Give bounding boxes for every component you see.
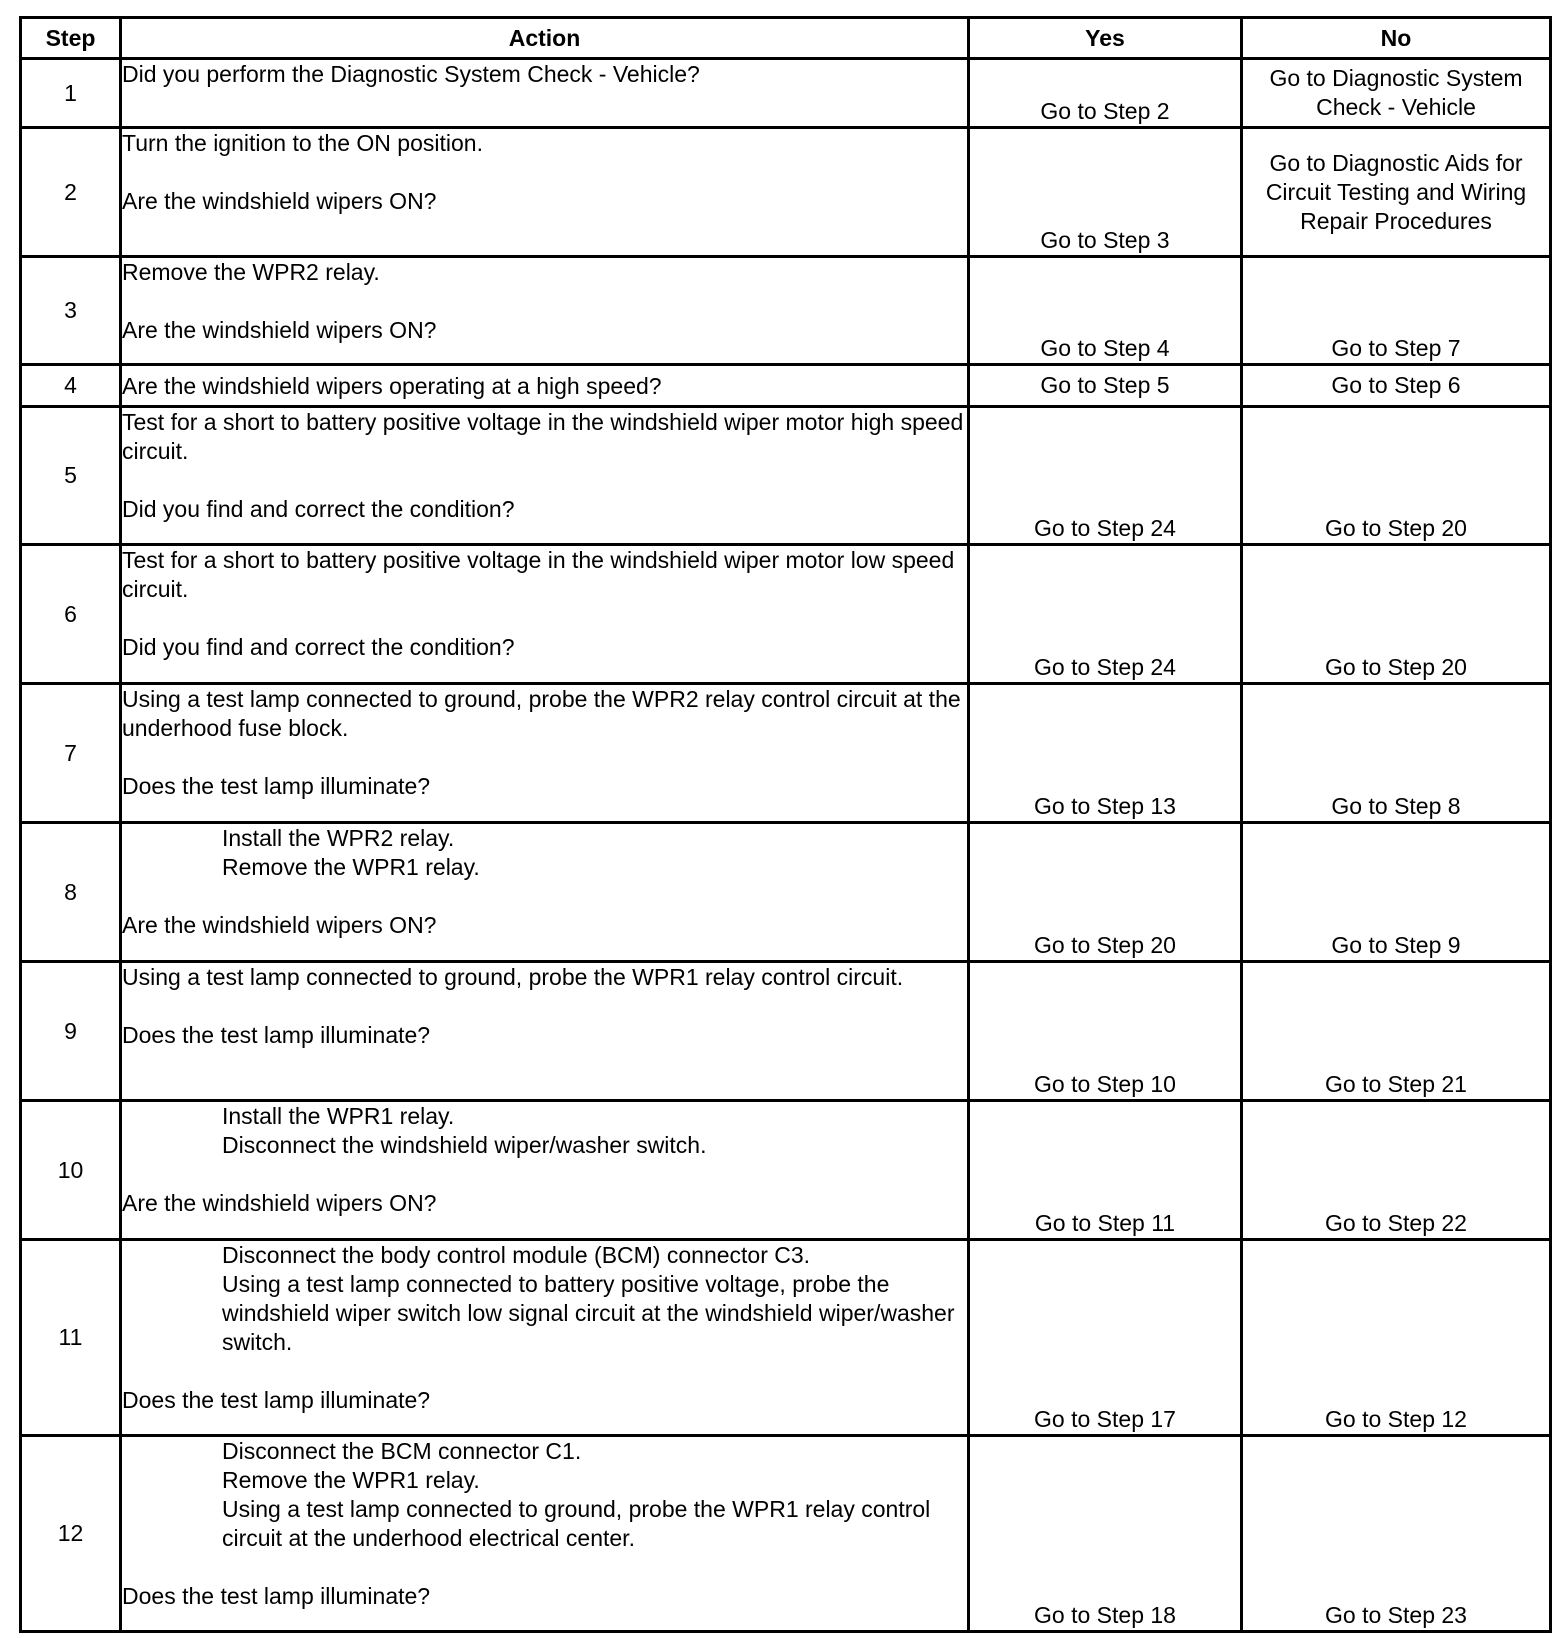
no-cell: Go to Step 20 <box>1242 407 1551 545</box>
action-cell <box>121 257 969 365</box>
yes-cell: Go to Step 3 <box>969 128 1242 257</box>
action-text: Disconnect the body control module (BCM) connector C3. <box>222 1242 811 1268</box>
header-step: Step <box>21 18 121 59</box>
action-question: Are the windshield wipers ON? <box>122 188 437 214</box>
table-row <box>21 684 1551 823</box>
action-text: Using a test lamp connected to battery positive voltage, probe the windshield wiper switch low signal circuit at the windshield wiper/washer switch. <box>222 1271 955 1355</box>
table-row <box>21 823 1551 962</box>
no-cell: Go to Step 20 <box>1242 545 1551 684</box>
table-row <box>21 59 1551 128</box>
step-number: 1 <box>21 59 121 128</box>
step-number: 3 <box>21 257 121 365</box>
no-cell: Go to Step 21 <box>1242 962 1551 1101</box>
no-cell: Go to Step 9 <box>1242 823 1551 962</box>
yes-cell: Go to Step 5 <box>969 365 1242 407</box>
action-question: Are the windshield wipers ON? <box>122 912 437 938</box>
table-row <box>21 128 1551 257</box>
action-text: Disconnect the windshield wiper/washer switch. <box>222 1132 707 1158</box>
no-cell: Go to Step 22 <box>1242 1101 1551 1240</box>
step-number: 9 <box>21 962 121 1101</box>
no-cell: Go to Step 23 <box>1242 1436 1551 1632</box>
table-row <box>21 545 1551 684</box>
action-cell <box>121 1436 969 1632</box>
no-cell: Go to Step 8 <box>1242 684 1551 823</box>
table-row <box>21 1436 1551 1632</box>
action-question: Does the test lamp illuminate? <box>122 1583 431 1609</box>
action-text: Test for a short to battery positive voltage in the windshield wiper motor high speed circuit. <box>122 409 964 464</box>
yes-cell: Go to Step 2 <box>969 59 1242 128</box>
step-number: 4 <box>21 365 121 407</box>
action-text: Did you perform the Diagnostic System Check - Vehicle? <box>122 61 700 87</box>
yes-cell: Go to Step 18 <box>969 1436 1242 1632</box>
step-number: 8 <box>21 823 121 962</box>
table-row <box>21 1101 1551 1240</box>
action-text: Using a test lamp connected to ground, probe the WPR1 relay control circuit. <box>122 964 904 990</box>
no-cell: Go to Diagnostic Aids for Circuit Testing and Wiring Repair Procedures <box>1242 128 1551 257</box>
no-cell: Go to Step 7 <box>1242 257 1551 365</box>
step-number: 11 <box>21 1240 121 1436</box>
action-text: Remove the WPR1 relay. <box>222 1467 480 1493</box>
no-cell: Go to Step 6 <box>1242 365 1551 407</box>
table-row <box>21 407 1551 545</box>
action-question: Are the windshield wipers ON? <box>122 317 437 343</box>
yes-cell: Go to Step 24 <box>969 407 1242 545</box>
step-number: 7 <box>21 684 121 823</box>
diagnostic-table <box>19 16 1552 1633</box>
action-question: Does the test lamp illuminate? <box>122 1022 431 1048</box>
step-number: 12 <box>21 1436 121 1632</box>
table-row <box>21 257 1551 365</box>
table-row <box>21 365 1551 407</box>
action-text: Install the WPR1 relay. <box>222 1103 455 1129</box>
step-number: 2 <box>21 128 121 257</box>
header-no: No <box>1242 18 1551 59</box>
action-text: Disconnect the BCM connector C1. <box>222 1438 582 1464</box>
yes-cell: Go to Step 20 <box>969 823 1242 962</box>
yes-cell: Go to Step 10 <box>969 962 1242 1101</box>
action-cell <box>121 962 969 1101</box>
table-row <box>21 962 1551 1101</box>
header-action: Action <box>121 18 969 59</box>
action-cell <box>121 1240 969 1436</box>
yes-cell: Go to Step 4 <box>969 257 1242 365</box>
step-number: 5 <box>21 407 121 545</box>
action-question: Did you find and correct the condition? <box>122 634 515 660</box>
yes-cell: Go to Step 11 <box>969 1101 1242 1240</box>
header-yes: Yes <box>969 18 1242 59</box>
no-cell: Go to Diagnostic System Check - Vehicle <box>1242 59 1551 128</box>
action-cell <box>121 545 969 684</box>
action-text: Remove the WPR2 relay. <box>122 259 380 285</box>
action-text: Using a test lamp connected to ground, probe the WPR2 relay control circuit at the underhood fuse block. <box>122 686 961 741</box>
action-cell <box>121 59 969 128</box>
yes-cell: Go to Step 24 <box>969 545 1242 684</box>
action-cell <box>121 1101 969 1240</box>
action-question: Does the test lamp illuminate? <box>122 773 431 799</box>
action-cell <box>121 684 969 823</box>
table-row <box>21 1240 1551 1436</box>
action-question: Does the test lamp illuminate? <box>122 1387 431 1413</box>
action-text: Remove the WPR1 relay. <box>222 854 480 880</box>
step-number: 10 <box>21 1101 121 1240</box>
action-cell <box>121 823 969 962</box>
action-text: Install the WPR2 relay. <box>222 825 455 851</box>
action-cell <box>121 128 969 257</box>
action-question: Are the windshield wipers operating at a high speed? <box>122 373 662 399</box>
yes-cell: Go to Step 13 <box>969 684 1242 823</box>
action-question: Are the windshield wipers ON? <box>122 1190 437 1216</box>
no-cell: Go to Step 12 <box>1242 1240 1551 1436</box>
action-cell <box>121 407 969 545</box>
header-row <box>21 18 1551 59</box>
step-number: 6 <box>21 545 121 684</box>
action-text: Test for a short to battery positive voltage in the windshield wiper motor low speed circuit. <box>122 547 955 602</box>
yes-cell: Go to Step 17 <box>969 1240 1242 1436</box>
action-cell <box>121 365 969 407</box>
action-question: Did you find and correct the condition? <box>122 496 515 522</box>
action-text: Turn the ignition to the ON position. <box>122 130 483 156</box>
action-text: Using a test lamp connected to ground, probe the WPR1 relay control circuit at the underhood electrical center. <box>222 1496 931 1551</box>
